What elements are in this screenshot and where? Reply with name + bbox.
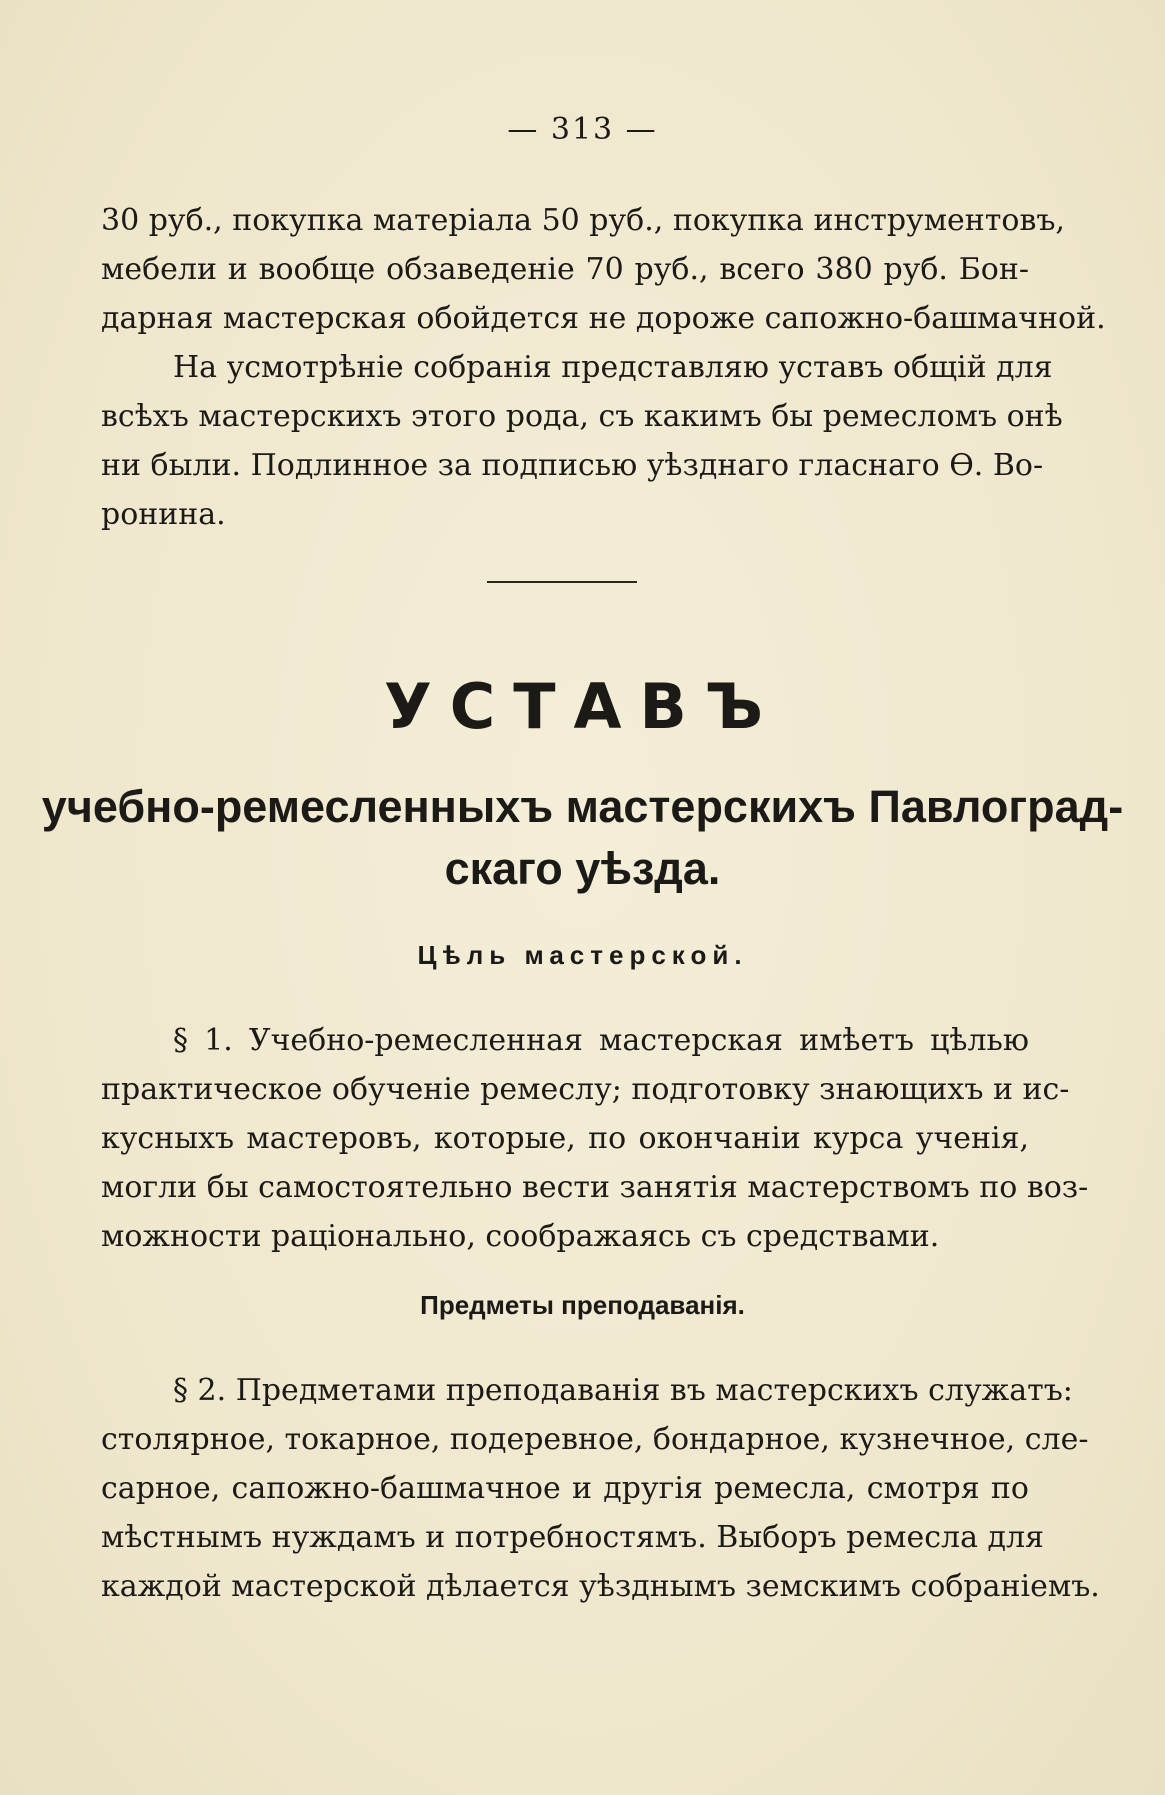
document-subtitle-line2: скаго уѣзда. (444, 843, 721, 894)
text-line: кусныхъ мастеровъ, которые, по окончаніи курса ученія, (101, 1121, 1029, 1156)
text-line: практическое обученіе ремеслу; подготовку знающихъ и ис- (101, 1072, 1070, 1107)
text-line: каждой мастерской дѣлается уѣзднымъ земскимъ собраніемъ. (101, 1569, 1100, 1604)
text-line: ронина. (101, 497, 226, 532)
text-line: мѣстнымъ нуждамъ и потребностямъ. Выборъ ремесла для (101, 1520, 1044, 1555)
section1-paragraph (101, 1016, 1089, 1261)
text-line: мебели и вообще обзаведеніе 70 руб., всего 380 руб. Бон- (101, 252, 1029, 287)
text-line: § 2. Предметами преподаванія въ мастерскихъ служатъ: (173, 1373, 1073, 1408)
text-line: всѣхъ мастерскихъ этого рода, съ какимъ бы ремесломъ онѣ (101, 399, 1063, 434)
section2-heading: Предметы преподаванія. (420, 1290, 745, 1320)
text-line: дарная мастерская обойдется не дороже сапожно-башмачной. (101, 301, 1106, 336)
text-line: 30 руб., покупка матеріала 50 руб., покупка инструментовъ, (101, 203, 1065, 238)
page-number: — 313 — (507, 112, 658, 147)
text-line: На усмотрѣніе собранія представляю уставъ общій для (173, 350, 1053, 385)
section2-paragraph (101, 1366, 1100, 1611)
text-line: можности раціонально, соображаясь съ средствами. (101, 1219, 940, 1254)
document-subtitle-line1: учебно-ремесленныхъ мастерскихъ Павлоград- (41, 781, 1124, 832)
text-line: могли бы самостоятельно вести занятія мастерствомъ по воз- (101, 1170, 1089, 1205)
intro-paragraph (101, 196, 1106, 539)
text-line: столярное, токарное, подеревное, бондарное, кузнечное, сле- (101, 1422, 1089, 1457)
document-title: УСТАВЪ (383, 670, 782, 743)
text-line: ни были. Подлинное за подписью уѣзднаго гласнаго Ѳ. Во- (101, 448, 1044, 483)
section-divider (487, 581, 637, 583)
text-line: сарное, сапожно-башмачное и другія ремесла, смотря по (101, 1471, 1029, 1506)
text-line: § 1. Учебно-ремесленная мастерская имѣетъ цѣлью (173, 1023, 1029, 1058)
section1-heading: Цѣль мастерской. (417, 940, 748, 970)
